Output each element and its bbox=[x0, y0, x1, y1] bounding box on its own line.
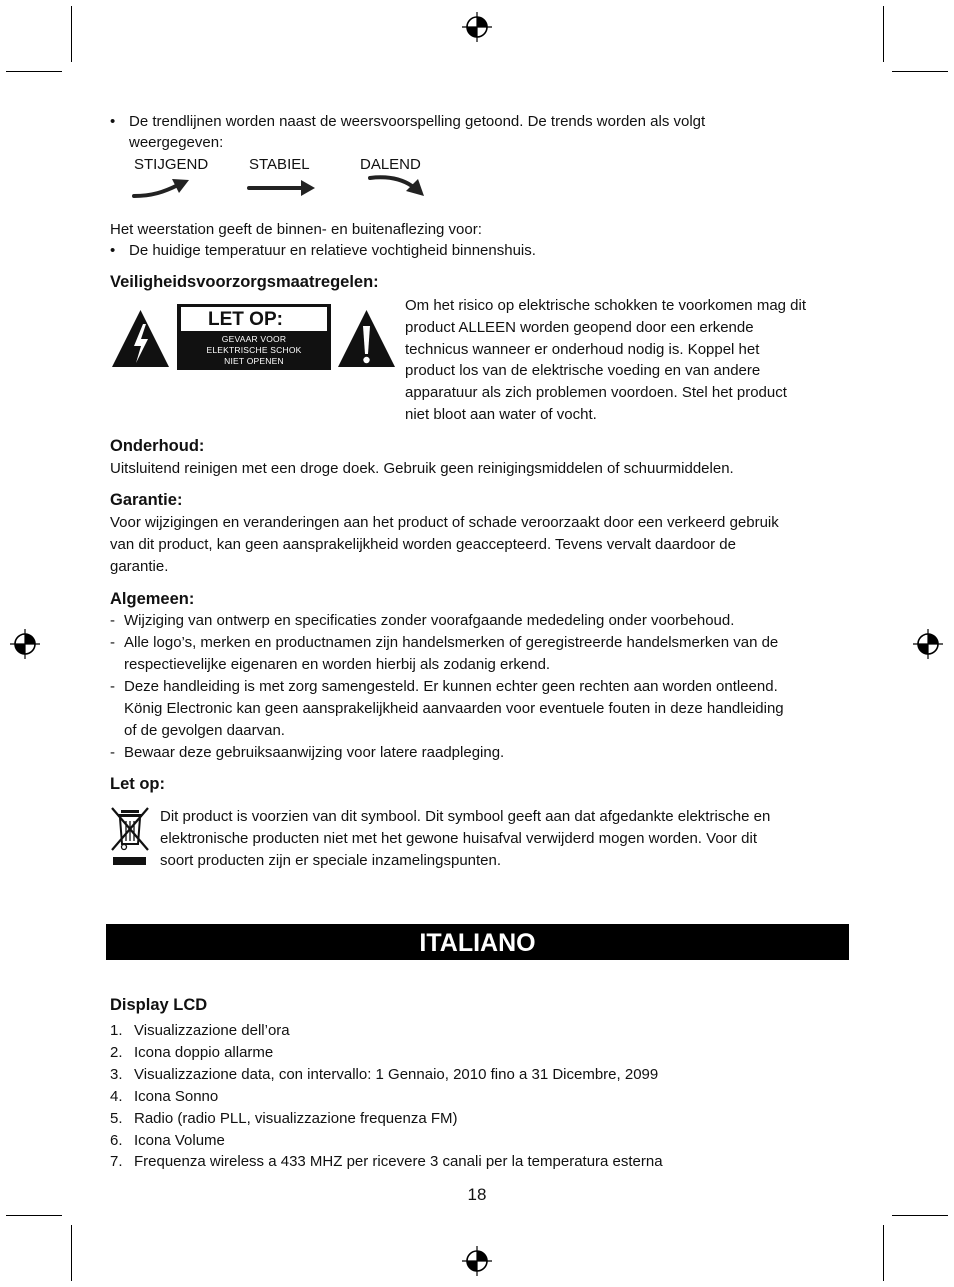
list-number: 2. bbox=[110, 1044, 123, 1061]
list-number: 3. bbox=[110, 1066, 123, 1083]
trim-mark-tl-h bbox=[6, 71, 62, 72]
language-banner: ITALIANO bbox=[106, 924, 849, 960]
general-item-cont: of de gevolgen daarvan. bbox=[124, 722, 285, 739]
dash: - bbox=[110, 744, 115, 761]
caution-label-line: NIET OPENEN bbox=[224, 356, 284, 366]
dash: - bbox=[110, 612, 115, 629]
trend-falling-arrow-icon bbox=[368, 172, 428, 200]
weee-bin-icon bbox=[110, 806, 150, 868]
registration-mark-left bbox=[9, 628, 41, 660]
trim-mark-bl-v bbox=[71, 1225, 72, 1281]
trim-mark-tr-v bbox=[883, 6, 884, 62]
page-number: 18 bbox=[467, 1185, 487, 1204]
dash: - bbox=[110, 678, 115, 695]
lcd-heading: Display LCD bbox=[110, 996, 208, 1014]
caution-label-line: ELEKTRISCHE SCHOK bbox=[206, 345, 302, 355]
bullet: • bbox=[110, 113, 116, 130]
warranty-line: van dit product, kan geen aansprakelijkheid worden geaccepteerd. Tevens vervalt daardoor de bbox=[110, 536, 736, 553]
note-line: soort producten zijn er speciale inzamelingspunten. bbox=[160, 852, 502, 869]
note-line: elektronische producten niet met het gewone huisafval verwijderd mogen worden. Voor dit bbox=[160, 830, 758, 847]
general-item: Alle logo’s, merken en productnamen zijn handelsmerken of geregistreerde handelsmerken van de bbox=[124, 634, 779, 651]
note-heading: Let op: bbox=[110, 775, 165, 793]
list-item: Visualizzazione data, con intervallo: 1 Gennaio, 2010 fino a 31 Dicembre, 2099 bbox=[134, 1066, 659, 1083]
note-line: Dit product is voorzien van dit symbool. Dit symbool geeft aan dat afgedankte elektrische en bbox=[160, 808, 771, 825]
general-item-cont: respectievelijke eigenaren en worden hierbij als zodanig erkend. bbox=[124, 656, 551, 673]
registration-mark-right bbox=[912, 628, 944, 660]
list-item: Frequenza wireless a 433 MHZ per ricevere 3 canali per la temperatura esterna bbox=[134, 1153, 663, 1170]
general-heading: Algemeen: bbox=[110, 590, 195, 608]
list-number: 6. bbox=[110, 1132, 123, 1149]
general-item: Deze handleiding is met zorg samengesteld. Er kunnen echter geen rechten aan worden ontleend. bbox=[124, 678, 778, 695]
exclamation-warning-icon bbox=[336, 308, 397, 369]
maintenance-heading: Onderhoud: bbox=[110, 437, 205, 455]
general-item: Wijziging van ontwerp en specificaties zonder voorafgaande mededeling onder voorbehoud. bbox=[124, 612, 735, 629]
list-item: Icona Sonno bbox=[134, 1088, 219, 1105]
trend-stable-arrow-icon bbox=[247, 178, 317, 198]
warranty-heading: Garantie: bbox=[110, 491, 183, 509]
safety-text-line: niet bloot aan water of vocht. bbox=[405, 406, 597, 423]
general-item-cont: König Electronic kan geen aansprakelijkheid aanvaarden voor eventuele fouten in deze handleiding bbox=[124, 700, 784, 717]
list-item: Icona Volume bbox=[134, 1132, 225, 1149]
trim-mark-tr-h bbox=[892, 71, 948, 72]
list-number: 1. bbox=[110, 1022, 123, 1039]
safety-text-line: technicus wanneer er onderhoud nodig is. Koppel het bbox=[405, 341, 760, 358]
maintenance-text: Uitsluitend reinigen met een droge doek. Gebruik geen reinigingsmiddelen of schuurmiddelen. bbox=[110, 460, 734, 477]
trim-mark-bl-h bbox=[6, 1215, 62, 1216]
warranty-line: garantie. bbox=[110, 558, 169, 575]
list-number: 4. bbox=[110, 1088, 123, 1105]
list-item: Radio (radio PLL, visualizzazione frequenza FM) bbox=[134, 1110, 458, 1127]
safety-text-line: Om het risico op elektrische schokken te voorkomen mag dit bbox=[405, 297, 807, 314]
bullet: • bbox=[110, 242, 116, 259]
lightning-warning-icon bbox=[110, 308, 171, 369]
registration-mark-bottom bbox=[461, 1245, 493, 1277]
trends-intro-line1: De trendlijnen worden naast de weersvoorspelling getoond. De trends worden als volgt bbox=[129, 113, 706, 130]
trend-label-rising: STIJGEND bbox=[134, 156, 209, 173]
trim-mark-br-v bbox=[883, 1225, 884, 1281]
trim-mark-br-h bbox=[892, 1215, 948, 1216]
trend-label-falling: DALEND bbox=[360, 156, 421, 173]
caution-label bbox=[177, 304, 331, 370]
dash: - bbox=[110, 634, 115, 651]
trends-intro-line2: weergegeven: bbox=[129, 134, 224, 151]
list-number: 7. bbox=[110, 1153, 123, 1170]
caution-label-title: LET OP: bbox=[181, 307, 327, 331]
warranty-line: Voor wijzigingen en veranderingen aan het product of schade veroorzaakt door een verkeerd gebruik bbox=[110, 514, 779, 531]
registration-mark-top bbox=[461, 11, 493, 43]
trim-mark-tl-v bbox=[71, 6, 72, 62]
safety-heading: Veiligheidsvoorzorgsmaatregelen: bbox=[110, 273, 379, 291]
safety-text-line: product ALLEEN worden geopend door een erkende bbox=[405, 319, 754, 336]
list-item: Icona doppio allarme bbox=[134, 1044, 274, 1061]
safety-text-line: apparatuur als zich problemen voordoen. Stel het product bbox=[405, 384, 787, 401]
trend-rising-arrow-icon bbox=[132, 176, 192, 200]
readings-bullet: De huidige temperatuur en relatieve vochtigheid binnenshuis. bbox=[129, 242, 536, 259]
general-item: Bewaar deze gebruiksaanwijzing voor latere raadpleging. bbox=[124, 744, 505, 761]
safety-text-line: product los van de elektrische voeding en van andere bbox=[405, 362, 761, 379]
list-number: 5. bbox=[110, 1110, 123, 1127]
list-item: Visualizzazione dell’ora bbox=[134, 1022, 290, 1039]
trend-label-stable: STABIEL bbox=[249, 156, 310, 173]
readings-intro: Het weerstation geeft de binnen- en buitenaflezing voor: bbox=[110, 221, 482, 238]
caution-label-line: GEVAAR VOOR bbox=[221, 334, 287, 344]
